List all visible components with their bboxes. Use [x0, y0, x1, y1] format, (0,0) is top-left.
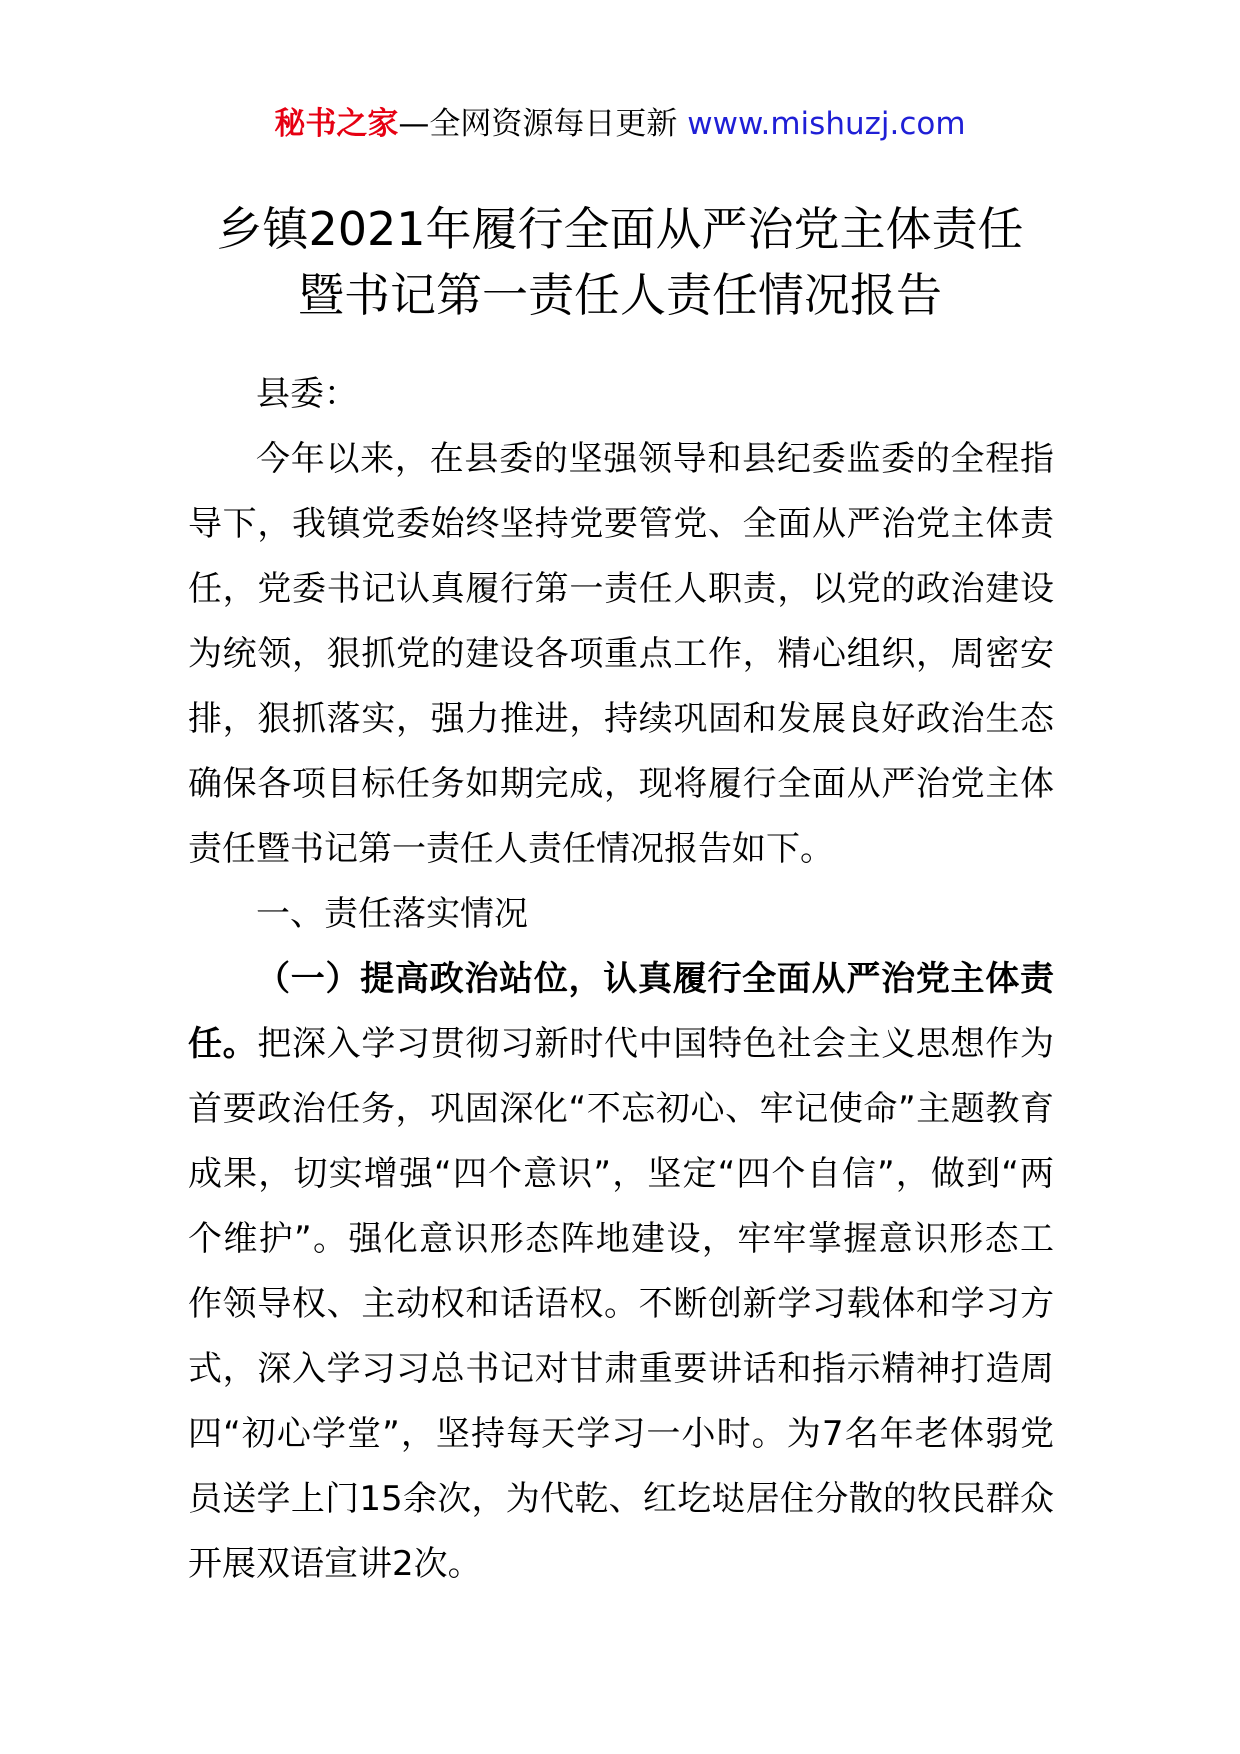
subsection-text: 把深入学习贯彻习新时代中国特色社会主义思想作为首要政治任务，巩固深化“不忘初心、牢记使命”主题教育成果，切实增强“四个意识”，坚定“四个自信”，做到“两个维护”。强化意识形态阵地建设，牢牢掌握意识形态工作领导权、主动权和话语权。不断创新学习载体和学习方式，深入学习习总书记对甘肃重要讲话和指示精神打造周四“初心学堂”，坚持每天学习一小时。为7名年老体弱党员送学上门15余次，为代乾、红圪垯居住分散的牧民群众开展双语宣讲2次。 [188, 1024, 1055, 1584]
website-link[interactable]: www.mishuzj.com [687, 106, 966, 142]
header-tagline: —全网资源每日更新 [398, 106, 678, 142]
paragraph-intro: 今年以来，在县委的坚强领导和县纪委监委的全程指导下，我镇党委始终坚持党要管党、全面从严治党主体责任，党委书记认真履行第一责任人职责，以党的政治建设为统领，狠抓党的建设各项重点工作，精心组织，周密安排，狠抓落实，强力推进，持续巩固和发展良好政治生态确保各项目标任务如期完成，现将履行全面从严治党主体责任暨书记第一责任人责任情况报告如下。 [188, 439, 1054, 869]
page-header [0, 104, 1240, 144]
section-heading: 一、责任落实情况 [256, 894, 528, 934]
document-title [100, 196, 1140, 328]
title-line-1: 乡镇2021年履行全面从严治党主体责任 [216, 202, 1024, 256]
salutation: 县委： [256, 374, 358, 414]
paragraph-subsection-1 [188, 947, 1054, 1597]
subsection-heading: （一）提高政治站位，认真履行全面从严治党主体责任。 [188, 959, 1054, 1064]
document-body [188, 362, 1054, 1597]
title-line-2: 暨书记第一责任人责任情况报告 [298, 268, 942, 322]
brand-name: 秘书之家 [274, 106, 399, 142]
